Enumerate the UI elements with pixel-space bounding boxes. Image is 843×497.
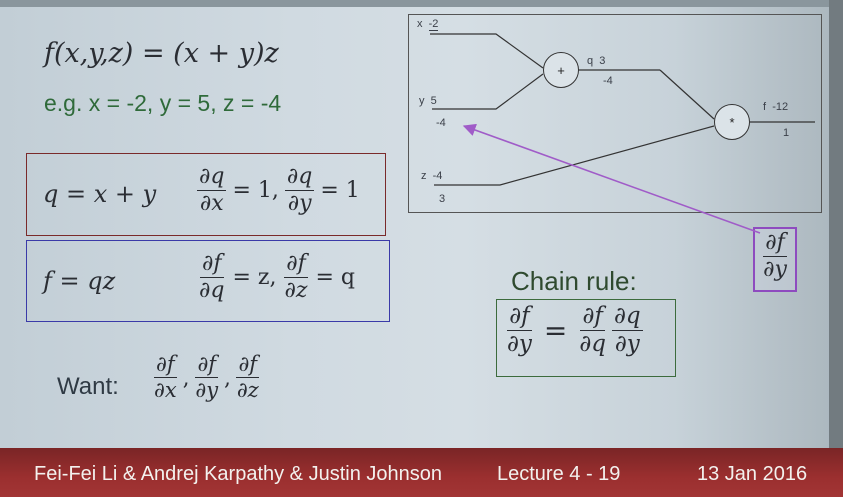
- z-gradient: 3: [439, 193, 446, 205]
- want-df-dx: $\frac{\partial f}{\partial x}$: [154, 352, 177, 402]
- y-gradient: -4: [436, 117, 446, 129]
- edge-y-add: [432, 74, 543, 109]
- f-gradient: 1: [783, 127, 790, 139]
- z-label: z -4: [421, 170, 443, 182]
- f-label: f -12: [763, 101, 789, 113]
- df-dz-value: = q: [315, 265, 355, 290]
- z-value: -4: [432, 170, 443, 182]
- f-value: -12: [772, 101, 789, 113]
- footer-authors: Fei-Fei Li & Andrej Karpathy & Justin Johnson: [34, 463, 442, 485]
- x-value: -2: [428, 18, 439, 30]
- x-label: x -2: [417, 18, 439, 30]
- q-definition: q = x + y: [43, 180, 157, 208]
- main-equation-rhs: (x + y)z: [173, 38, 279, 69]
- highlight-df-dy: $\frac{\partial f}{\partial y}$: [763, 230, 787, 282]
- chain-rule-formula: $\frac{\partial f}{\partial y}$ = $\frac{\partial f}{\partial q}$ $\frac{\partial q}{\partial y}$: [507, 303, 641, 357]
- df-dq-value: = z,: [232, 265, 277, 290]
- chain-lhs-df-dy: $\frac{\partial f}{\partial y}$: [507, 303, 532, 357]
- dq-dy-value: = 1: [320, 178, 360, 203]
- q-label: q 3: [587, 55, 606, 67]
- main-equation: f(x,y,z) = (x + y)z: [44, 38, 279, 69]
- example-values: e.g. x = -2, y = 5, z = -4: [44, 90, 282, 116]
- y-value: 5: [430, 95, 437, 107]
- want-df-dy: $\frac{\partial f}{\partial y}$: [195, 352, 219, 402]
- edge-z-mul: [434, 126, 714, 185]
- dq-dx-fraction: $\frac{\partial q}{\partial x}$: [199, 164, 225, 216]
- footer-lecture: Lecture 4 - 19: [497, 463, 621, 485]
- add-node: +: [543, 52, 579, 88]
- y-label: y 5: [419, 95, 437, 107]
- dq-dx-value: = 1,: [232, 178, 279, 203]
- edge-x-add: [430, 34, 543, 68]
- chain-rule-title: Chain rule:: [511, 266, 637, 296]
- want-df-dz: $\frac{\partial f}{\partial z}$: [236, 352, 259, 402]
- q-value: 3: [599, 55, 606, 67]
- chain-df-dq: $\frac{\partial f}{\partial q}$: [579, 303, 606, 357]
- main-equation-lhs: f(x,y,z): [44, 38, 134, 69]
- want-label: Want:: [57, 373, 119, 400]
- df-dz-fraction: $\frac{\partial f}{\partial z}$: [284, 251, 308, 303]
- chain-dq-dy: $\frac{\partial q}{\partial y}$: [613, 303, 641, 357]
- gradient-arrow: [464, 126, 760, 233]
- f-definition: f = qz: [43, 267, 116, 295]
- multiply-node: *: [714, 104, 750, 140]
- edge-q-mul: [660, 70, 714, 119]
- want-partials: $\frac{\partial f}{\partial x}$ , $\frac{\partial f}{\partial y}$ , $\frac{\partial f}{\partial z}$: [154, 352, 259, 402]
- dq-dy-fraction: $\frac{\partial q}{\partial y}$: [286, 164, 313, 216]
- df-dq-fraction: $\frac{\partial f}{\partial q}$: [199, 251, 225, 303]
- q-gradient: -4: [603, 75, 613, 87]
- footer-date: 13 Jan 2016: [697, 463, 808, 485]
